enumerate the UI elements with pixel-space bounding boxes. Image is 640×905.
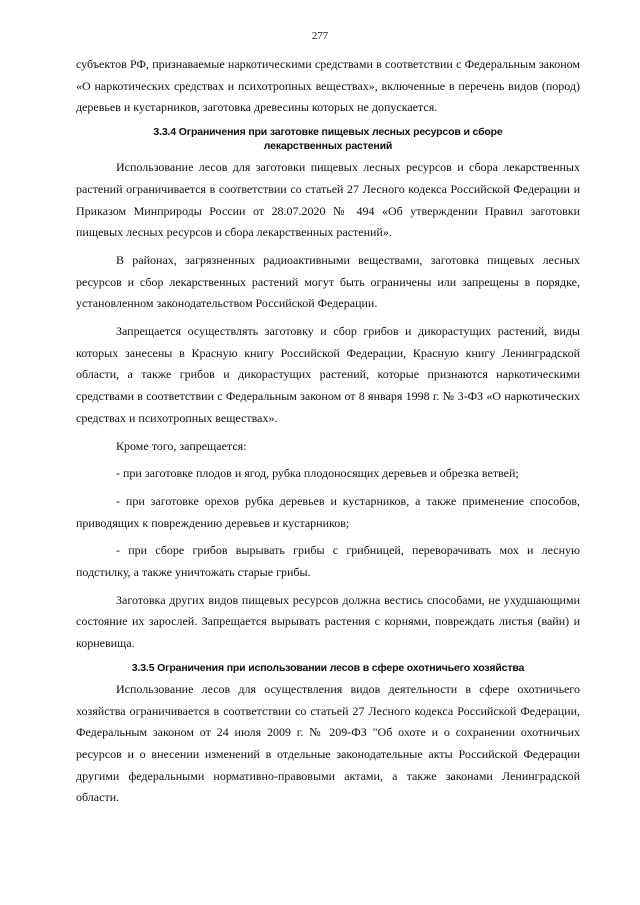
paragraph-also-prohibited: Кроме того, запрещается: [116, 438, 247, 453]
list-item-mushrooms: - при сборе грибов вырывать грибы с грибницей, переворачивать мох и лесную подстилку, а также уничтожать старые грибы. [76, 543, 580, 580]
paragraph-radioactive-areas: В районах, загрязненных радиоактивными веществами, заготовка пищевых лесных ресурсов и сбор лекарственных растений могут быть ограничены или запрещены в порядке, установленном законодательством Российской Федерации. [76, 252, 580, 311]
section-heading-3-3-4-line2: лекарственных растений [263, 140, 393, 153]
section-heading-3-3-4 [76, 125, 580, 153]
paragraph-other-resources: Заготовка других видов пищевых ресурсов должна вестись способами, не ухудшающими состояние их зарослей. Запрещается вырывать растения с корнями, повреждать листья (вайи) и корневища. [76, 592, 580, 651]
paragraph-hunting-law: Использование лесов для осуществления видов деятельности в сфере охотничьего хозяйства ограничивается в соответствии со статьей 27 Лесного кодекса Российской Федерации, Федеральным законом от 24 июля 2009 г. № 209-ФЗ "Об охоте и о сохранении охотничьих ресурсов и о внесении изменений в отдельные законодательные акты Российской Федерации другими федеральными нормативно-правовыми актами, а также законами Ленинградской области. [76, 681, 580, 805]
paragraph-continuation: субъектов РФ, признаваемые наркотическими средствами в соответствии с Федеральным законом «О наркотических средствах и психотропных веществах», включенные в перечень видов (пород) деревьев и кустарников, заготовка древесины которых не допускается. [76, 57, 580, 115]
page-content [76, 54, 580, 809]
page-number: 277 [311, 30, 329, 42]
list-item-fruits-berries: - при заготовке плодов и ягод, рубка плодоносящих деревьев и обрезка ветвей; [116, 466, 519, 481]
section-heading-3-3-4-line1: 3.3.4 Ограничения при заготовке пищевых лесных ресурсов и сборе [153, 126, 503, 139]
section-heading-3-3-5: 3.3.5 Ограничения при использовании лесов в сфере охотничьего хозяйства [131, 661, 525, 674]
list-item-nuts: - при заготовке орехов рубка деревьев и кустарников, а также применение способов, приводящих к повреждению деревьев и кустарников; [76, 493, 580, 530]
paragraph-food-resources-law: Использование лесов для заготовки пищевых лесных ресурсов и сбора лекарственных растений ограничивается в соответствии со статьей 27 Лесного кодекса Российской Федерации и Приказом Минприроды России от 28.07.2020 № 494 «Об утверждении Правил заготовки пищевых лесных ресурсов и сбора лекарственных растений». [76, 160, 580, 240]
paragraph-red-book-prohibition: Запрещается осуществлять заготовку и сбор грибов и дикорастущих растений, виды которых занесены в Красную книгу Российской Федерации, Красную книгу Ленинградской области, а также грибов и дикорастущих растений, которые признаются наркотическими средствами в соответствии с Федеральным законом от 8 января 1998 г. № 3-ФЗ «О наркотических средствах и психотропных веществах». [76, 324, 580, 425]
